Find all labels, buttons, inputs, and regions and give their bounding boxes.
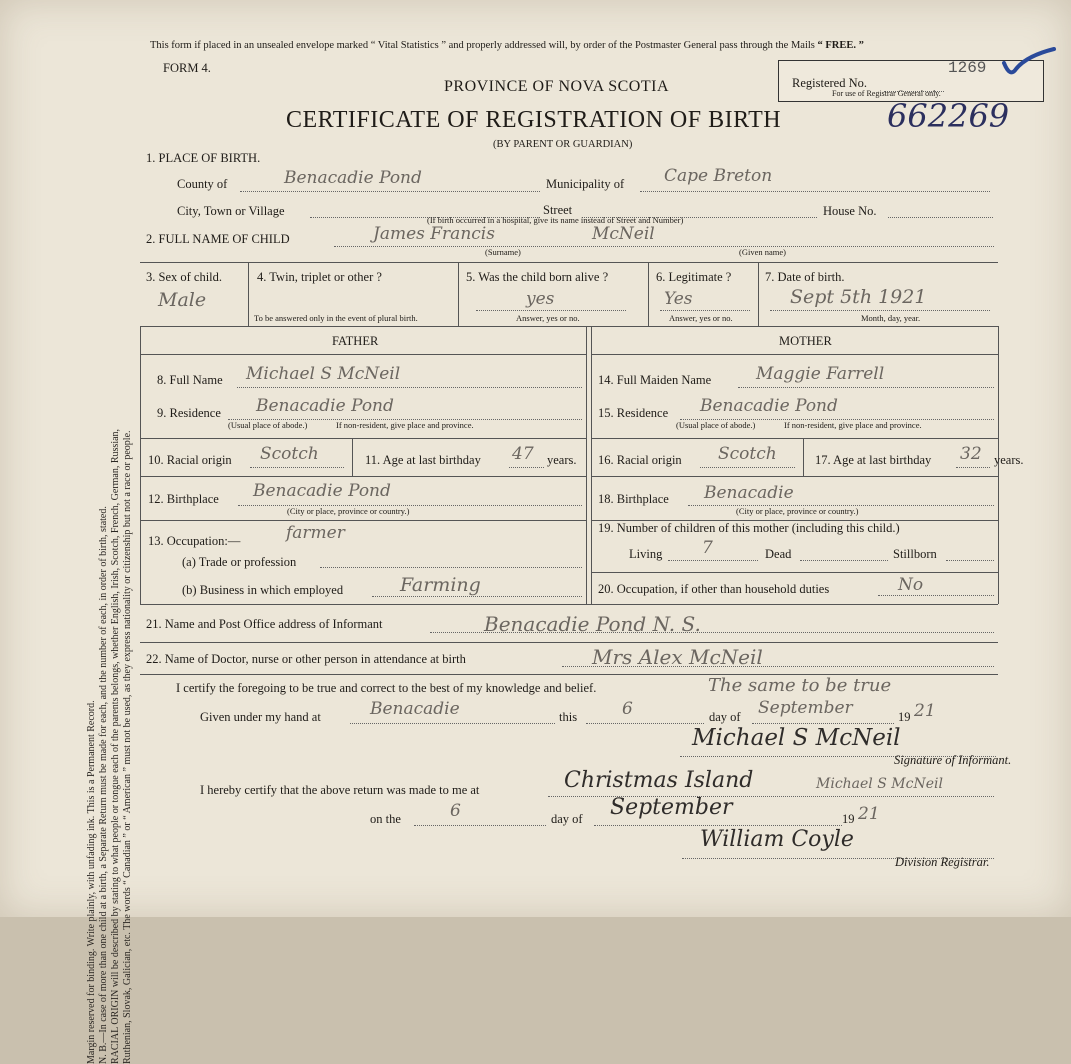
mother-heading: MOTHER <box>779 334 832 348</box>
city-label: City, Town or Village <box>177 204 285 218</box>
registrar-signature: William Coyle <box>700 827 854 852</box>
father-abode-note: (Usual place of abode.) <box>228 420 308 430</box>
margin-note: N. B.—In case of more than one child at a birth, a Separate Return must be made for each, and the number of each, in order of birth, stated. <box>98 506 109 1064</box>
margin-note: Margin reserved for binding. Write plainly, with unfading ink. This is a Permanent Record. <box>86 700 97 1064</box>
sex-value: Male <box>158 289 207 311</box>
mother-nonres-note: If non-resident, give place and province. <box>784 420 922 430</box>
given-name-label: (Given name) <box>739 247 786 257</box>
child-given-value: McNeil <box>592 224 655 244</box>
informant-signature: Michael S McNeil <box>692 725 901 751</box>
mother-name-label: 14. Full Maiden Name <box>598 373 712 387</box>
alive-label: 5. Was the child born alive ? <box>466 270 609 284</box>
twin-label: 4. Twin, triplet or other ? <box>257 270 382 284</box>
form-number: FORM 4. <box>163 61 211 75</box>
legitimate-note: Answer, yes or no. <box>669 313 733 323</box>
street-label: Street <box>543 203 573 217</box>
alive-note: Answer, yes or no. <box>516 313 580 323</box>
father-residence-value: Benacadie Pond <box>256 396 394 416</box>
certificate-subtitle: (BY PARENT OR GUARDIAN) <box>493 139 633 150</box>
certify-day-value: 6 <box>622 699 633 719</box>
father-years: years. <box>547 453 577 467</box>
mother-racial-value: Scotch <box>718 444 777 464</box>
mother-age-value: 32 <box>960 444 982 464</box>
child-name-label: 2. FULL NAME OF CHILD <box>146 232 290 246</box>
mother-racial-label: 16. Racial origin <box>598 453 682 467</box>
margin-instructions <box>86 184 134 1064</box>
mother-occupation-label: 20. Occupation, if other than household duties <box>598 582 830 596</box>
registrar-statement: I hereby certify that the above return was made to me at <box>200 783 480 797</box>
dob-value: Sept 5th 1921 <box>790 286 927 308</box>
trade-label: (a) Trade or profession <box>182 555 297 569</box>
hospital-note: (If birth occurred in a hospital, give its name instead of Street and Number) <box>427 215 684 225</box>
registered-note: For use of Registrar General only. <box>832 89 941 98</box>
certify-year-prefix: 19 <box>898 710 911 724</box>
county-value: Benacadie Pond <box>284 168 422 188</box>
dead-label: Dead <box>765 547 792 561</box>
informant-signature-label: Signature of Informant. <box>894 753 1012 767</box>
mother-birthplace-value: Benacadie <box>704 483 794 503</box>
twin-note: To be answered only in the event of plural birth. <box>254 313 418 323</box>
registrar-year-prefix: 19 <box>842 812 855 826</box>
informant-value: Benacadie Pond N. S. <box>484 612 701 636</box>
mother-occupation-value: No <box>898 575 924 595</box>
postal-notice-free: “ FREE. ” <box>817 40 864 51</box>
mother-years: years. <box>994 453 1024 467</box>
certify-month-value: September <box>758 698 853 718</box>
registrar-day-of-label: day of <box>551 812 583 826</box>
child-surname-value: James Francis <box>373 224 495 244</box>
father-heading: FATHER <box>332 334 379 348</box>
business-label: (b) Business in which employed <box>182 583 344 597</box>
father-occupation-value: farmer <box>286 523 345 543</box>
house-label: House No. <box>823 204 877 218</box>
father-occupation-label: 13. Occupation:— <box>148 534 241 548</box>
registration-place: Christmas Island <box>564 768 754 793</box>
this-label: this <box>559 710 578 724</box>
municipality-label: Municipality of <box>546 177 625 191</box>
place-heading: 1. PLACE OF BIRTH. <box>146 151 261 165</box>
certify-year-suffix: 21 <box>914 701 936 721</box>
postal-notice <box>150 41 864 52</box>
mother-name-value: Maggie Farrell <box>756 364 885 384</box>
certify-note: The same to be true <box>708 675 892 696</box>
registration-day: 6 <box>450 801 461 821</box>
mother-abode-note: (Usual place of abode.) <box>676 420 756 430</box>
given-place-value: Benacadie <box>370 699 460 719</box>
mother-residence-value: Benacadie Pond <box>700 396 838 416</box>
registered-number: 1269 <box>948 59 987 77</box>
certificate-title: CERTIFICATE OF REGISTRATION OF BIRTH <box>286 107 782 133</box>
registration-month: September <box>610 795 733 820</box>
mother-birthplace-label: 18. Birthplace <box>598 492 669 506</box>
certify-statement: I certify the foregoing to be true and correct to the best of my knowledge and belief. <box>176 681 597 695</box>
living-value: 7 <box>702 538 713 558</box>
father-name-label: 8. Full Name <box>157 373 223 387</box>
father-age-label: 11. Age at last birthday <box>365 453 481 467</box>
stillborn-label: Stillborn <box>893 547 937 561</box>
on-the-label: on the <box>370 812 401 826</box>
children-count-label: 19. Number of children of this mother (including this child.) <box>598 521 900 535</box>
registered-label: Registered No. <box>792 76 867 90</box>
registrar-informant-signature: Michael S McNeil <box>816 776 943 792</box>
registrar-title: Division Registrar. <box>895 855 990 869</box>
blue-check-mark <box>998 45 1058 83</box>
father-racial-label: 10. Racial origin <box>148 453 232 467</box>
father-age-value: 47 <box>512 444 534 464</box>
living-label: Living <box>629 547 663 561</box>
father-birthplace-value: Benacadie Pond <box>253 481 391 501</box>
mother-birthplace-note: (City or place, province or country.) <box>736 506 859 516</box>
legitimate-value: Yes <box>664 289 693 309</box>
given-under-label: Given under my hand at <box>200 710 321 724</box>
margin-note: Ruthenian, Slovak, Galician, etc. The words “ Canadian ” or “ American ” must not be used, as they express nationality or citizenship but not a race or people. <box>122 430 133 1064</box>
father-residence-label: 9. Residence <box>157 406 221 420</box>
father-birthplace-label: 12. Birthplace <box>148 492 219 506</box>
registrar-year-suffix: 21 <box>858 804 880 824</box>
father-racial-value: Scotch <box>260 444 319 464</box>
sex-label: 3. Sex of child. <box>146 270 223 284</box>
county-label: County of <box>177 177 228 191</box>
mother-age-label: 17. Age at last birthday <box>815 453 932 467</box>
legitimate-label: 6. Legitimate ? <box>656 270 732 284</box>
doctor-value: Mrs Alex McNeil <box>592 645 763 669</box>
alive-value: yes <box>526 289 555 309</box>
certificate-number: 662269 <box>887 97 1010 135</box>
doctor-label: 22. Name of Doctor, nurse or other person in attendance at birth <box>146 652 466 666</box>
day-of-label: day of <box>709 710 741 724</box>
father-business-value: Farming <box>400 574 481 596</box>
father-nonres-note: If non-resident, give place and province. <box>336 420 474 430</box>
dob-label: 7. Date of birth. <box>765 270 845 284</box>
province-heading: PROVINCE OF NOVA SCOTIA <box>444 78 670 95</box>
municipality-value: Cape Breton <box>664 166 773 186</box>
dob-note: Month, day, year. <box>861 313 921 323</box>
postal-notice-text: This form if placed in an unsealed envelope marked “ Vital Statistics ” and properly addressed will, by order of the Postmaster General pass through the Mails <box>150 40 815 51</box>
surname-label: (Surname) <box>485 247 521 257</box>
informant-label: 21. Name and Post Office address of Informant <box>146 617 383 631</box>
father-name-value: Michael S McNeil <box>246 364 401 384</box>
margin-note: RACIAL ORIGIN will be described by stating to what people or tongue each of the parents belongs, whether English, Irish, Scotch, French, German, Russian, <box>110 428 121 1064</box>
mother-residence-label: 15. Residence <box>598 406 669 420</box>
father-birthplace-note: (City or place, province or country.) <box>287 506 410 516</box>
